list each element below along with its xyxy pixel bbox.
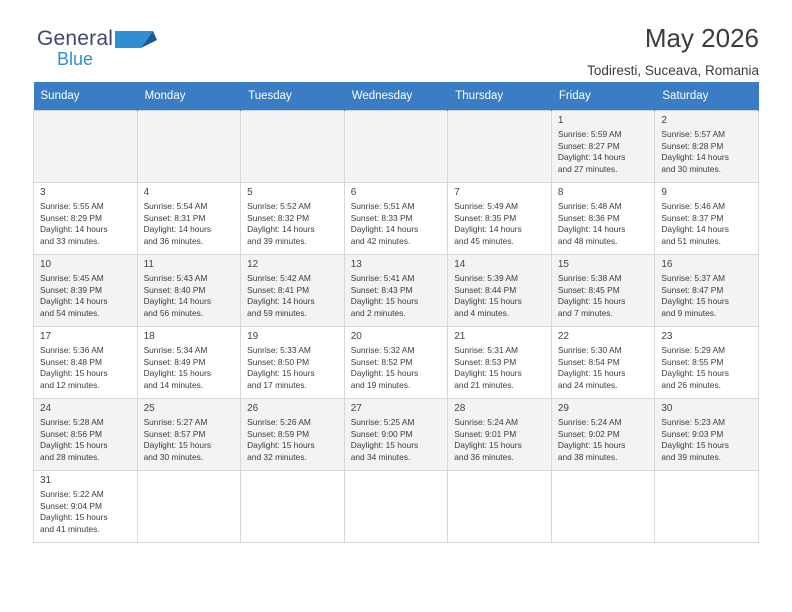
day-daylight2: and 54 minutes. — [40, 307, 100, 318]
calendar-cell-empty — [344, 471, 448, 543]
calendar-cell-empty — [448, 471, 552, 543]
calendar-week-row — [34, 183, 759, 255]
day-info — [40, 201, 132, 247]
day-number: 31 — [40, 475, 52, 486]
day-info — [454, 201, 546, 247]
calendar-day-cell[interactable] — [448, 327, 552, 399]
day-sunset: Sunset: 8:55 PM — [661, 356, 724, 367]
day-daylight1: Daylight: 15 hours — [557, 440, 626, 451]
day-number: 6 — [350, 187, 357, 198]
calendar-week-row — [34, 471, 759, 543]
day-sunrise: Sunrise: 5:34 AM — [143, 345, 208, 355]
day-sunrise: Sunrise: 5:57 AM — [661, 129, 726, 139]
calendar-day-cell[interactable] — [241, 399, 345, 471]
day-info — [454, 273, 546, 319]
day-sunrise: Sunrise: 5:39 AM — [454, 273, 519, 283]
logo-general-text: General — [37, 27, 114, 50]
day-number: 4 — [143, 187, 150, 198]
calendar-table — [33, 82, 759, 543]
calendar-day-cell[interactable] — [34, 471, 138, 543]
day-sunset: Sunset: 9:03 PM — [661, 428, 724, 439]
day-daylight2: and 2 minutes. — [350, 307, 406, 318]
day-info — [247, 201, 339, 247]
calendar-cell-empty — [137, 471, 241, 543]
calendar-week-row — [34, 255, 759, 327]
calendar-day-cell[interactable] — [551, 111, 655, 183]
day-daylight2: and 4 minutes. — [454, 307, 510, 318]
day-sunset: Sunset: 8:59 PM — [247, 428, 310, 439]
day-sunrise: Sunrise: 5:25 AM — [350, 417, 415, 427]
day-sunrise: Sunrise: 5:24 AM — [557, 417, 622, 427]
day-daylight1: Daylight: 15 hours — [557, 368, 626, 379]
day-number: 3 — [40, 187, 46, 198]
calendar-day-cell[interactable] — [344, 327, 448, 399]
day-info — [351, 345, 443, 391]
day-sunrise: Sunrise: 5:59 AM — [557, 129, 622, 139]
calendar-cell-empty — [655, 471, 759, 543]
page-header — [33, 0, 759, 78]
day-daylight1: Daylight: 15 hours — [454, 296, 522, 307]
calendar-day-cell[interactable] — [655, 111, 759, 183]
day-daylight1: Daylight: 14 hours — [661, 224, 729, 235]
weekday-header-row — [34, 82, 759, 111]
weekday-header-saturday: Saturday — [655, 82, 759, 111]
day-daylight1: Daylight: 15 hours — [454, 440, 522, 451]
day-sunset: Sunset: 8:35 PM — [454, 212, 517, 223]
calendar-day-cell[interactable] — [137, 399, 241, 471]
day-number: 7 — [454, 187, 460, 198]
day-daylight1: Daylight: 15 hours — [454, 368, 522, 379]
day-info — [351, 201, 443, 247]
day-info — [454, 417, 546, 463]
day-info — [144, 417, 236, 463]
day-daylight1: Daylight: 14 hours — [143, 296, 212, 307]
day-daylight1: Daylight: 15 hours — [557, 296, 626, 307]
day-daylight1: Daylight: 14 hours — [40, 224, 108, 235]
calendar-day-cell[interactable] — [448, 399, 552, 471]
calendar-day-cell[interactable] — [655, 183, 759, 255]
day-daylight1: Daylight: 14 hours — [40, 296, 108, 307]
day-sunrise: Sunrise: 5:33 AM — [247, 345, 311, 355]
calendar-day-cell[interactable] — [344, 399, 448, 471]
day-daylight2: and 9 minutes. — [661, 307, 717, 318]
day-sunset: Sunset: 8:49 PM — [143, 356, 206, 367]
day-number: 9 — [661, 187, 667, 198]
day-number: 16 — [661, 259, 673, 270]
day-info — [351, 417, 443, 463]
day-number: 14 — [454, 259, 466, 270]
day-daylight2: and 41 minutes. — [40, 523, 100, 534]
day-info — [558, 201, 650, 247]
calendar-body — [34, 111, 759, 543]
day-number: 15 — [557, 259, 569, 270]
day-sunset: Sunset: 8:31 PM — [143, 212, 206, 223]
calendar-day-cell[interactable] — [655, 399, 759, 471]
day-daylight1: Daylight: 15 hours — [143, 440, 212, 451]
day-number: 26 — [247, 403, 259, 414]
location-subtitle: Todiresti, Suceava, Romania — [587, 63, 759, 78]
day-sunset: Sunset: 8:44 PM — [454, 284, 517, 295]
day-daylight1: Daylight: 15 hours — [247, 440, 315, 451]
calendar-cell-empty — [344, 111, 448, 183]
calendar-cell-empty — [241, 471, 345, 543]
day-daylight1: Daylight: 15 hours — [661, 368, 729, 379]
day-daylight2: and 30 minutes. — [661, 163, 721, 174]
day-sunrise: Sunrise: 5:30 AM — [557, 345, 622, 355]
day-number: 1 — [557, 115, 564, 126]
day-number: 13 — [350, 259, 362, 270]
day-sunrise: Sunrise: 5:23 AM — [661, 417, 726, 427]
weekday-header-wednesday: Wednesday — [344, 82, 448, 111]
calendar-day-cell[interactable] — [241, 327, 345, 399]
calendar-cell-empty — [137, 111, 241, 183]
calendar-day-cell[interactable] — [137, 327, 241, 399]
day-sunset: Sunset: 8:56 PM — [40, 428, 102, 439]
day-sunset: Sunset: 8:37 PM — [661, 212, 724, 223]
day-daylight1: Daylight: 14 hours — [557, 152, 626, 163]
day-sunrise: Sunrise: 5:31 AM — [454, 345, 519, 355]
calendar-day-cell[interactable] — [241, 183, 345, 255]
day-sunrise: Sunrise: 5:41 AM — [350, 273, 415, 283]
day-info — [661, 345, 753, 391]
day-daylight1: Daylight: 15 hours — [350, 296, 419, 307]
day-number: 22 — [557, 331, 569, 342]
day-info — [144, 345, 236, 391]
weekday-header-friday: Friday — [551, 82, 655, 111]
day-daylight2: and 38 minutes. — [557, 451, 618, 462]
day-daylight2: and 24 minutes. — [557, 379, 618, 390]
day-daylight1: Daylight: 15 hours — [350, 368, 419, 379]
day-number: 23 — [661, 331, 673, 342]
day-number: 5 — [247, 187, 253, 198]
day-daylight2: and 56 minutes. — [143, 307, 204, 318]
day-number: 18 — [143, 331, 155, 342]
day-daylight2: and 33 minutes. — [40, 235, 100, 246]
day-sunset: Sunset: 8:53 PM — [454, 356, 517, 367]
day-daylight2: and 51 minutes. — [661, 235, 721, 246]
day-daylight2: and 32 minutes. — [247, 451, 307, 462]
day-sunset: Sunset: 9:01 PM — [454, 428, 517, 439]
day-daylight1: Daylight: 14 hours — [557, 224, 626, 235]
weekday-header-monday: Monday — [137, 82, 241, 111]
calendar-day-cell[interactable] — [551, 399, 655, 471]
day-sunrise: Sunrise: 5:37 AM — [661, 273, 726, 283]
day-info — [558, 129, 650, 175]
day-daylight2: and 27 minutes. — [557, 163, 618, 174]
calendar-cell-empty — [34, 111, 138, 183]
day-sunrise: Sunrise: 5:29 AM — [661, 345, 726, 355]
day-daylight2: and 17 minutes. — [247, 379, 307, 390]
page-title: May 2026 — [644, 23, 759, 53]
day-daylight1: Daylight: 14 hours — [143, 224, 212, 235]
day-number: 24 — [40, 403, 52, 414]
day-number: 12 — [247, 259, 259, 270]
calendar-day-cell[interactable] — [448, 255, 552, 327]
day-info — [351, 273, 443, 319]
day-daylight2: and 36 minutes. — [454, 451, 514, 462]
calendar-cell-empty — [551, 471, 655, 543]
day-sunrise: Sunrise: 5:36 AM — [40, 345, 104, 355]
day-sunset: Sunset: 8:45 PM — [557, 284, 620, 295]
weekday-header-thursday: Thursday — [448, 82, 552, 111]
day-sunset: Sunset: 8:39 PM — [40, 284, 102, 295]
day-daylight1: Daylight: 14 hours — [350, 224, 419, 235]
day-number: 10 — [40, 259, 52, 270]
day-sunrise: Sunrise: 5:32 AM — [350, 345, 415, 355]
day-sunrise: Sunrise: 5:27 AM — [143, 417, 208, 427]
day-sunset: Sunset: 8:27 PM — [557, 140, 620, 151]
day-daylight1: Daylight: 15 hours — [40, 368, 108, 379]
day-sunrise: Sunrise: 5:42 AM — [247, 273, 311, 283]
calendar-day-cell[interactable] — [551, 327, 655, 399]
day-number: 19 — [247, 331, 259, 342]
day-number: 2 — [661, 115, 667, 126]
day-info — [247, 417, 339, 463]
calendar-week-row — [34, 111, 759, 183]
calendar-day-cell[interactable] — [448, 183, 552, 255]
day-number: 21 — [454, 331, 466, 342]
day-daylight2: and 45 minutes. — [454, 235, 514, 246]
day-daylight2: and 39 minutes. — [661, 451, 721, 462]
day-info — [661, 201, 753, 247]
day-sunrise: Sunrise: 5:49 AM — [454, 201, 519, 211]
day-daylight2: and 28 minutes. — [40, 451, 100, 462]
day-sunset: Sunset: 8:47 PM — [661, 284, 724, 295]
day-daylight1: Daylight: 14 hours — [454, 224, 522, 235]
calendar-day-cell[interactable] — [655, 255, 759, 327]
day-sunset: Sunset: 8:29 PM — [40, 212, 102, 223]
day-daylight2: and 48 minutes. — [557, 235, 618, 246]
logo[interactable] — [37, 28, 237, 68]
day-info — [661, 129, 753, 175]
day-number: 11 — [143, 259, 154, 270]
calendar-day-cell[interactable] — [34, 255, 138, 327]
day-info — [247, 273, 339, 319]
day-sunset: Sunset: 8:32 PM — [247, 212, 310, 223]
day-daylight2: and 26 minutes. — [661, 379, 721, 390]
flag-icon — [115, 28, 157, 50]
day-sunset: Sunset: 8:41 PM — [247, 284, 310, 295]
day-number: 28 — [454, 403, 466, 414]
day-sunrise: Sunrise: 5:48 AM — [557, 201, 622, 211]
calendar-day-cell[interactable] — [551, 255, 655, 327]
day-daylight2: and 30 minutes. — [143, 451, 204, 462]
day-number: 20 — [350, 331, 362, 342]
day-sunrise: Sunrise: 5:51 AM — [350, 201, 415, 211]
day-info — [661, 273, 753, 319]
calendar-day-cell[interactable] — [34, 399, 138, 471]
day-info — [40, 489, 132, 535]
calendar-day-cell[interactable] — [137, 255, 241, 327]
day-daylight1: Daylight: 15 hours — [40, 440, 108, 451]
calendar-week-row — [34, 327, 759, 399]
day-sunrise: Sunrise: 5:43 AM — [143, 273, 208, 283]
day-daylight2: and 42 minutes. — [350, 235, 411, 246]
day-sunset: Sunset: 9:04 PM — [40, 500, 102, 511]
calendar-day-cell[interactable] — [551, 183, 655, 255]
day-info — [40, 345, 132, 391]
day-daylight1: Daylight: 15 hours — [143, 368, 212, 379]
day-sunrise: Sunrise: 5:26 AM — [247, 417, 311, 427]
day-daylight2: and 19 minutes. — [350, 379, 411, 390]
day-sunset: Sunset: 8:43 PM — [350, 284, 413, 295]
day-daylight2: and 12 minutes. — [40, 379, 100, 390]
day-sunset: Sunset: 8:54 PM — [557, 356, 620, 367]
day-daylight2: and 14 minutes. — [143, 379, 204, 390]
day-sunset: Sunset: 8:52 PM — [350, 356, 413, 367]
day-sunset: Sunset: 8:28 PM — [661, 140, 724, 151]
day-daylight2: and 21 minutes. — [454, 379, 514, 390]
day-sunrise: Sunrise: 5:22 AM — [40, 489, 104, 499]
day-number: 27 — [350, 403, 362, 414]
weekday-header-tuesday: Tuesday — [241, 82, 345, 111]
day-sunset: Sunset: 8:36 PM — [557, 212, 620, 223]
day-info — [144, 201, 236, 247]
day-info — [247, 345, 339, 391]
day-sunset: Sunset: 8:40 PM — [143, 284, 206, 295]
day-daylight1: Daylight: 15 hours — [661, 296, 729, 307]
day-daylight1: Daylight: 15 hours — [350, 440, 419, 451]
calendar-day-cell[interactable] — [344, 255, 448, 327]
day-sunrise: Sunrise: 5:46 AM — [661, 201, 726, 211]
day-sunset: Sunset: 9:00 PM — [350, 428, 413, 439]
day-info — [40, 273, 132, 319]
day-sunrise: Sunrise: 5:52 AM — [247, 201, 311, 211]
day-info — [454, 345, 546, 391]
day-sunrise: Sunrise: 5:45 AM — [40, 273, 104, 283]
day-info — [558, 345, 650, 391]
day-info — [558, 273, 650, 319]
day-info — [661, 417, 753, 463]
day-daylight1: Daylight: 14 hours — [247, 296, 315, 307]
day-daylight1: Daylight: 14 hours — [247, 224, 315, 235]
day-sunrise: Sunrise: 5:55 AM — [40, 201, 104, 211]
day-sunset: Sunset: 8:33 PM — [350, 212, 413, 223]
day-daylight2: and 7 minutes. — [557, 307, 613, 318]
day-sunrise: Sunrise: 5:54 AM — [143, 201, 208, 211]
calendar-day-cell[interactable] — [344, 183, 448, 255]
calendar-day-cell[interactable] — [655, 327, 759, 399]
day-sunset: Sunset: 8:50 PM — [247, 356, 310, 367]
day-sunset: Sunset: 8:48 PM — [40, 356, 102, 367]
day-sunrise: Sunrise: 5:38 AM — [557, 273, 622, 283]
day-number: 17 — [40, 331, 52, 342]
day-daylight2: and 34 minutes. — [350, 451, 411, 462]
day-number: 30 — [661, 403, 673, 414]
day-number: 8 — [557, 187, 564, 198]
calendar-day-cell[interactable] — [137, 183, 241, 255]
day-daylight1: Daylight: 15 hours — [247, 368, 315, 379]
title-block — [587, 22, 759, 78]
day-info — [40, 417, 132, 463]
calendar-week-row — [34, 399, 759, 471]
day-info — [144, 273, 236, 319]
calendar-day-cell[interactable] — [34, 183, 138, 255]
calendar-cell-empty — [448, 111, 552, 183]
day-daylight2: and 36 minutes. — [143, 235, 204, 246]
day-sunrise: Sunrise: 5:24 AM — [454, 417, 519, 427]
day-number: 25 — [143, 403, 155, 414]
day-info — [558, 417, 650, 463]
calendar-day-cell[interactable] — [34, 327, 138, 399]
day-daylight1: Daylight: 14 hours — [661, 152, 729, 163]
day-sunrise: Sunrise: 5:28 AM — [40, 417, 104, 427]
day-daylight1: Daylight: 15 hours — [40, 512, 108, 523]
logo-blue-text: Blue — [57, 49, 94, 69]
day-daylight2: and 59 minutes. — [247, 307, 307, 318]
calendar-day-cell[interactable] — [241, 255, 345, 327]
weekday-header-sunday: Sunday — [34, 82, 138, 111]
day-daylight2: and 39 minutes. — [247, 235, 307, 246]
day-daylight1: Daylight: 15 hours — [661, 440, 729, 451]
day-sunset: Sunset: 9:02 PM — [557, 428, 620, 439]
calendar-cell-empty — [241, 111, 345, 183]
day-number: 29 — [557, 403, 569, 414]
day-sunset: Sunset: 8:57 PM — [143, 428, 206, 439]
